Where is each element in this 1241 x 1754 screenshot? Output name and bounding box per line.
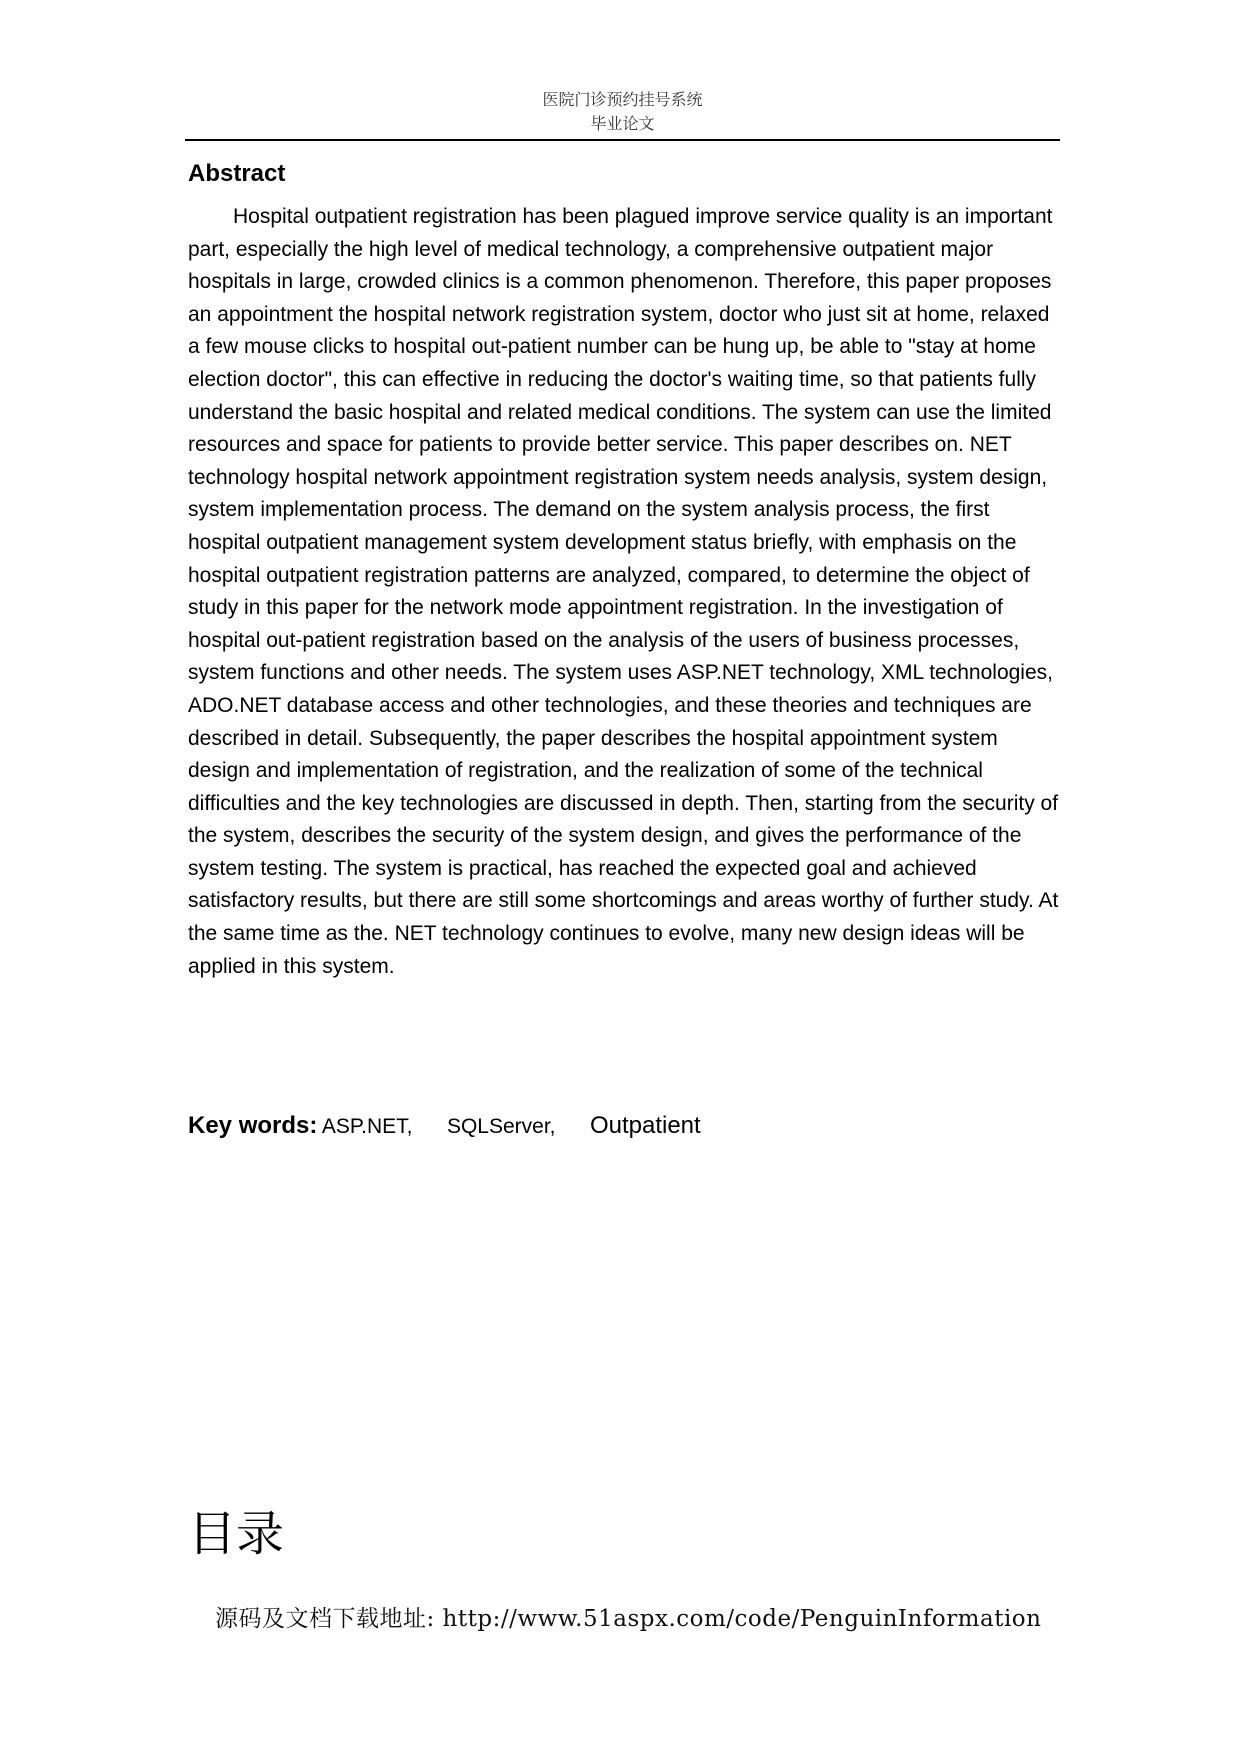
header-subtitle: 毕业论文 — [590, 114, 655, 133]
abstract-heading: Abstract — [188, 160, 286, 187]
keyword-item: ASP.NET, — [321, 1115, 413, 1138]
keywords-label: Key words: — [188, 1112, 318, 1139]
header-title: 医院门诊预约挂号系统 — [542, 90, 703, 109]
download-link-text: 源码及文档下载地址: http://www.51aspx.com/code/PenguinInformation — [215, 1606, 1042, 1632]
toc-heading: 目录 — [188, 1506, 285, 1562]
header-divider — [185, 139, 1060, 141]
abstract-body: Hospital outpatient registration has been plagued improve service quality is an important part, especially the high level of medical technology, a comprehensive outpatient major hospitals in large, crowded clinics is a common phenomenon. Therefore, this paper proposes an appointment the hospital network registration system, doctor who just sit at home, relaxed a few mouse clicks to hospital out-patient number can be hung up, be able to "stay at home election doctor", this can effective in reducing the doctor's waiting time, so that patients fully understand the basic hospital and related medical conditions. The system can use the limited resources and space for patients to provide better service. This paper describes on. NET technology hospital network appointment registration system needs analysis, system design, system implementation process. The demand on the system analysis process, the first hospital outpatient management system development status briefly, with emphasis on the hospital outpatient registration patterns are analyzed, compared, to determine the object of study in this paper for the network mode appointment registration. In the investigation of hospital out-patient registration based on the analysis of the users of business processes, system functions and other needs. The system uses ASP.NET technology, XML technologies, ADO.NET database access and other technologies, and these theories and techniques are described in detail. Subsequently, the paper describes the hospital appointment system design and implementation of registration, and the realization of some of the technical difficulties and the key technologies are discussed in depth. Then, starting from the security of the system, describes the security of the system design, and gives the performance of the system testing. The system is practical, has reached the expected goal and achieved satisfactory results, but there are still some shortcomings and areas worthy of further study. At the same time as the. NET technology continues to evolve, many new design ideas will be applied in this system. — [188, 205, 1059, 978]
keyword-item: SQLServer, — [446, 1115, 556, 1138]
keyword-item: Outpatient — [589, 1112, 701, 1139]
keywords-line — [188, 1112, 701, 1140]
page-header — [185, 88, 1060, 136]
